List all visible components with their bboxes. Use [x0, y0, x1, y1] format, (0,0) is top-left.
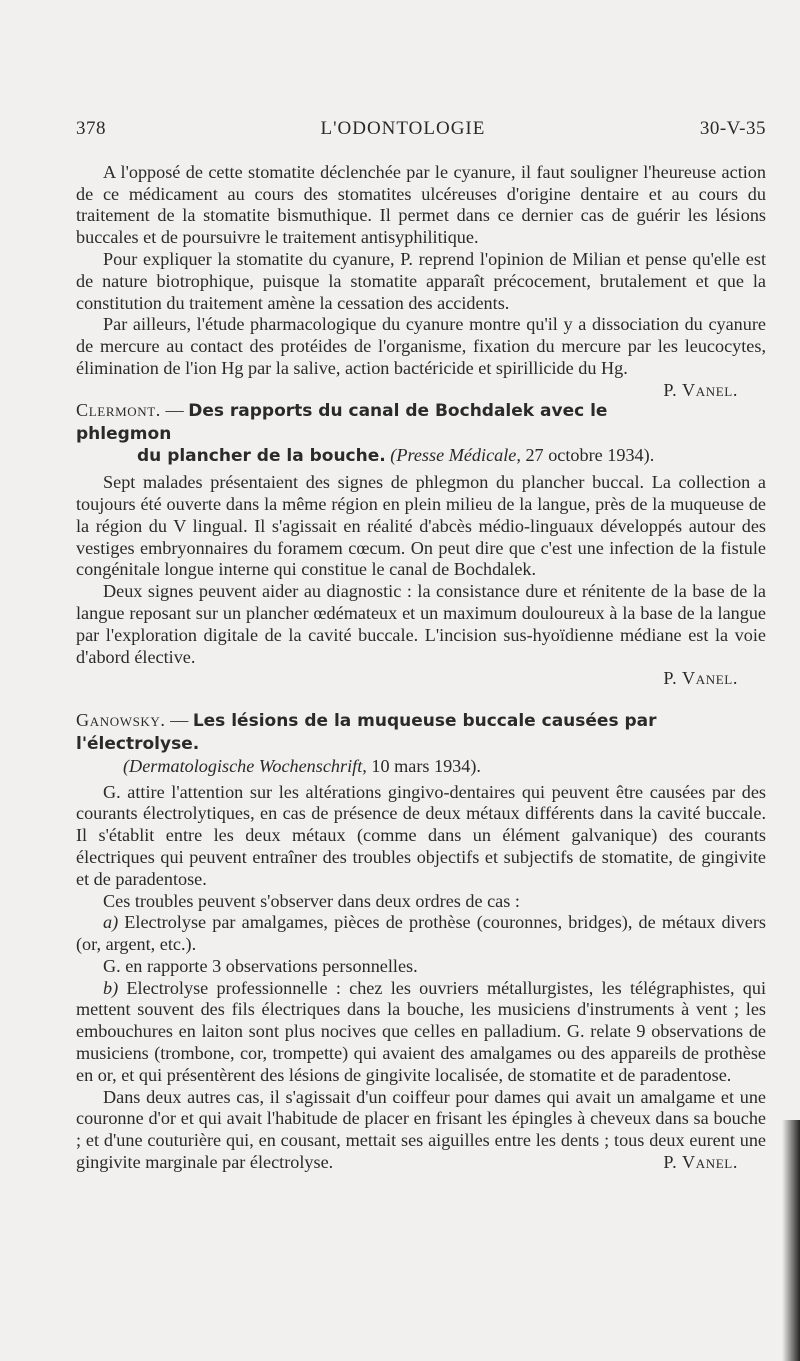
document-page	[76, 118, 766, 1174]
paragraph: Pour expliquer la stomatite du cyanure, P. reprend l'opinion de Milian et pense qu'elle est de nature biotrophique, puisque la stomatite apparaît précocement, brutalement et que la constitution du traitement amène la cessation des accidents.	[76, 248, 766, 313]
page-edge-shadow	[782, 1120, 800, 1361]
paragraph: Deux signes peuvent aider au diagnostic : la consistance dure et rénitente de la base de la langue reposant sur un plancher œdémateux et un maximum douloureux à la base de la langue par l'exploration digitale de la cavité buccale. L'incision sus-hyoïdienne médiane est la voie d'abord élective.	[76, 581, 766, 667]
case-a-text: Electrolyse par amalgames, pièces de prothèse (couronnes, bridges), de métaux divers (or, argent, etc.).	[76, 912, 766, 955]
source-journal: (Presse Médicale,	[390, 445, 521, 466]
case-b-label: b)	[103, 977, 119, 998]
article-heading	[76, 710, 766, 777]
page-number: 378	[76, 118, 106, 139]
separator-dash: —	[165, 710, 193, 731]
paragraph: G. en rapporte 3 observations personnelles.	[103, 955, 418, 976]
author: Clermont.	[76, 399, 161, 420]
case-b-text: Electrolyse professionnelle : chez les ouvriers métallurgistes, les télégraphistes, qui mettent souvent des fils électriques dans la bouche, les musiciens d'instruments à vent ; les embouchures en laiton sont plus nocives que celles en palladium. G. relate 9 observations de musiciens (trombone, cor, trompette) qui avaient des amalgames ou des appareils de prothèse en or, et qui présentèrent des lésions de gingivite localisée, de stomatite et de paradentose.	[76, 977, 766, 1085]
signature: P. Vanel.	[663, 668, 738, 689]
issue-date: 30-V-35	[699, 118, 766, 139]
article-title: Les lésions de la muqueuse buccale causées par l'électrolyse.	[76, 711, 657, 754]
article-heading	[76, 400, 766, 468]
article-cyanure	[76, 161, 766, 400]
case-a	[76, 912, 766, 956]
paragraph: G. attire l'attention sur les altérations gingivo-dentaires qui peuvent être causées par des courants électrolytiques, en cas de présence de deux métaux différents dans la cavité buccale. Il s'établit entre les deux métaux (comme dans un élément galvanique) des courants électriques qui peuvent entraîner des troubles objectifs et subjectifs de stomatite, de gingivite et de paradentose.	[76, 781, 766, 889]
article-title: Des rapports du canal de Bochdalek avec le phlegmon	[76, 400, 608, 444]
paragraph-with-signature	[76, 1087, 766, 1174]
case-a-label: a)	[103, 912, 119, 933]
paragraph-with-signature	[76, 314, 766, 400]
paragraph: Sept malades présentaient des signes de phlegmon du plancher buccal. La collection a toujours été ouverte dans la même région en plein milieu de la langue, près de la muqueuse de la région du V lingual. Il s'agissait en réalité d'abcès médio-linguaux développés autour des vestiges embryonnaires du foramem cœcum. On peut dire que c'est une infection de la fistule congénitale longue interne qui constitue le canal de Bochdalek.	[76, 472, 766, 580]
signature: P. Vanel.	[663, 1152, 738, 1173]
article-bochdalek	[76, 400, 766, 690]
paragraph: A l'opposé de cette stomatite déclenchée par le cyanure, il faut souligner l'heureuse action de ce médicament au cours des stomatites ulcéreuses d'origine dentaire et au cours du traitement de la stomatite bismuthique. Il permet dans ce dernier cas de guérir les lésions buccales et de poursuivre le traitement antisyphilitique.	[76, 161, 766, 248]
page-header	[76, 118, 766, 140]
signature: P. Vanel.	[663, 379, 738, 400]
paragraph-text: Par ailleurs, l'étude pharmacologique du cyanure montre qu'il y a dissociation du cyanure de mercure au contact des protéides de l'organisme, fixation du mercure par les leucocytes, élimination de l'ion Hg par la salive, action bactéricide et spirillicide du Hg.	[76, 314, 766, 378]
source-date: 10 mars 1934).	[366, 755, 481, 776]
paragraph-text: Dans deux autres cas, il s'agissait d'un coiffeur pour dames qui avait un amalgame et une couronne d'or et qui avait l'habitude de placer en frisant les épingles à cheveux dans sa bouche ; et d'une couturière qui, en cousant, mettait ses aiguilles entre les dents ; tous deux eurent une gingivite marginale par électrolyse.	[76, 1086, 766, 1173]
case-b	[76, 978, 766, 1087]
source-date: 27 octobre 1934).	[520, 445, 655, 466]
source-journal: (Dermatologische Wochenschrift,	[123, 755, 367, 776]
heading-line-2	[76, 445, 766, 468]
paragraph: Ces troubles peuvent s'observer dans deux ordres de cas :	[103, 890, 520, 911]
separator-dash: —	[160, 399, 189, 420]
article-title-cont: du plancher de la bouche.	[137, 446, 386, 467]
author: Ganowsky.	[76, 710, 166, 731]
journal-title: L'ODONTOLOGIE	[320, 118, 486, 139]
article-electrolyse	[76, 710, 766, 1174]
heading-line-2	[76, 756, 766, 778]
